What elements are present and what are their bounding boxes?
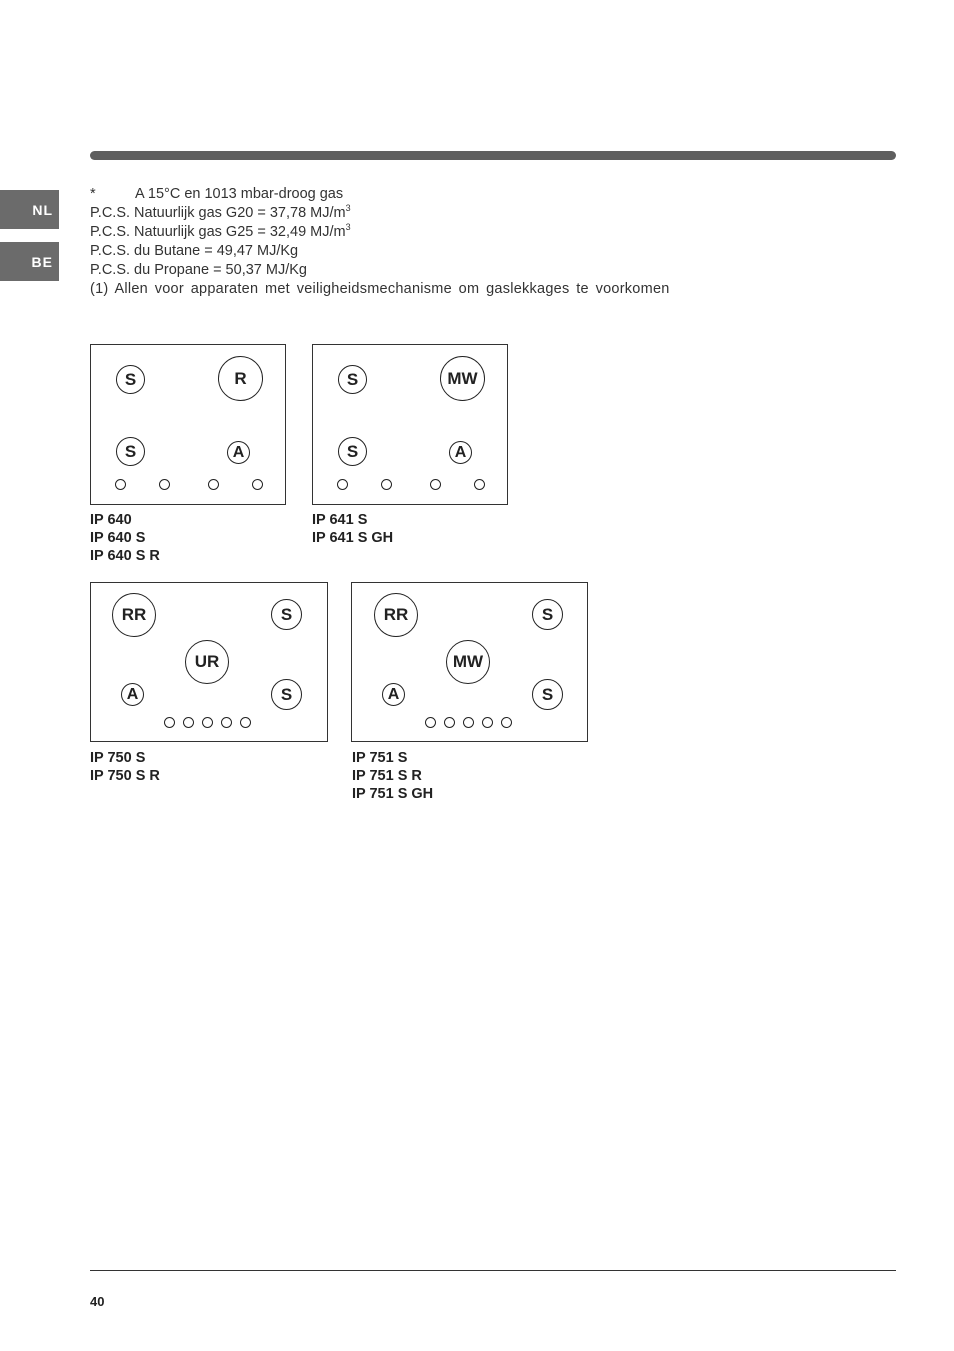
burner-rear-right: S [532, 599, 563, 630]
control-knob [381, 479, 392, 490]
burner-center: MW [446, 640, 490, 684]
model-name: IP 750 S R [90, 768, 160, 784]
model-name: IP 751 S [352, 750, 408, 766]
language-tab-nl: NL [0, 190, 59, 229]
burner-front-right: A [227, 441, 250, 464]
burner-front-left: A [121, 683, 144, 706]
control-knob [240, 717, 251, 728]
burner-rear-left: RR [374, 593, 418, 637]
burner-front-right: S [271, 679, 302, 710]
control-knob [430, 479, 441, 490]
control-knob [221, 717, 232, 728]
burner-rear-left: RR [112, 593, 156, 637]
control-knob [208, 479, 219, 490]
model-name: IP 641 S [312, 512, 368, 528]
model-name: IP 751 S GH [352, 786, 434, 802]
burner-rear-right: S [271, 599, 302, 630]
burner-front-left: S [116, 437, 145, 466]
burner-rear-right: MW [440, 356, 485, 401]
note-g20: P.C.S. Natuurlijk gas G20 = 37,78 $MJ/m^3$ [90, 203, 351, 221]
control-knob [482, 717, 493, 728]
gas-notes [90, 185, 670, 299]
burner-rear-left: S [338, 365, 367, 394]
burner-center: UR [185, 640, 229, 684]
control-knob [202, 717, 213, 728]
hob-diagram-ip641 [312, 344, 508, 505]
control-knob [444, 717, 455, 728]
control-knob [252, 479, 263, 490]
model-list-ip640 [90, 511, 160, 565]
control-knob [164, 717, 175, 728]
burner-rear-left: S [116, 365, 145, 394]
note-butane: P.C.S. du Butane = 49,47 MJ/Kg [90, 243, 299, 259]
control-knob [474, 479, 485, 490]
footer-rule [90, 1270, 896, 1271]
hob-diagram-ip750 [90, 582, 328, 742]
note-propane: P.C.S. du Propane = 50,37 MJ/Kg [90, 262, 307, 278]
burner-front-right: S [532, 679, 563, 710]
model-name: IP 751 S R [352, 768, 422, 784]
model-name: IP 641 S GH [312, 530, 394, 546]
header-rule [90, 151, 896, 160]
model-name: IP 750 S [90, 750, 146, 766]
control-knob [159, 479, 170, 490]
control-knob [501, 717, 512, 728]
control-knob [337, 479, 348, 490]
control-knob [463, 717, 474, 728]
page-number: 40 [90, 1294, 105, 1309]
burner-rear-right: R [218, 356, 263, 401]
language-tab-be: BE [0, 242, 59, 281]
model-list-ip641 [312, 511, 393, 547]
burner-front-left: A [382, 683, 405, 706]
note-reference-conditions: * A 15°C en 1013 mbar-droog gas [90, 186, 344, 202]
note-g25: P.C.S. Natuurlijk gas G25 = 32,49 $MJ/m^3$ [90, 222, 351, 240]
control-knob [425, 717, 436, 728]
model-name: IP 640 [90, 512, 132, 528]
model-list-ip750 [90, 749, 160, 785]
model-list-ip751 [352, 749, 433, 803]
control-knob [115, 479, 126, 490]
control-knob [183, 717, 194, 728]
model-name: IP 640 S [90, 530, 146, 546]
hob-diagram-ip751 [351, 582, 588, 742]
note-safety-device: (1) Allen voor apparaten met veiligheidsmechanisme om gaslekkages te voorkomen [90, 281, 670, 297]
model-name: IP 640 S R [90, 548, 160, 564]
hob-diagram-ip640 [90, 344, 286, 505]
burner-front-right: A [449, 441, 472, 464]
burner-front-left: S [338, 437, 367, 466]
